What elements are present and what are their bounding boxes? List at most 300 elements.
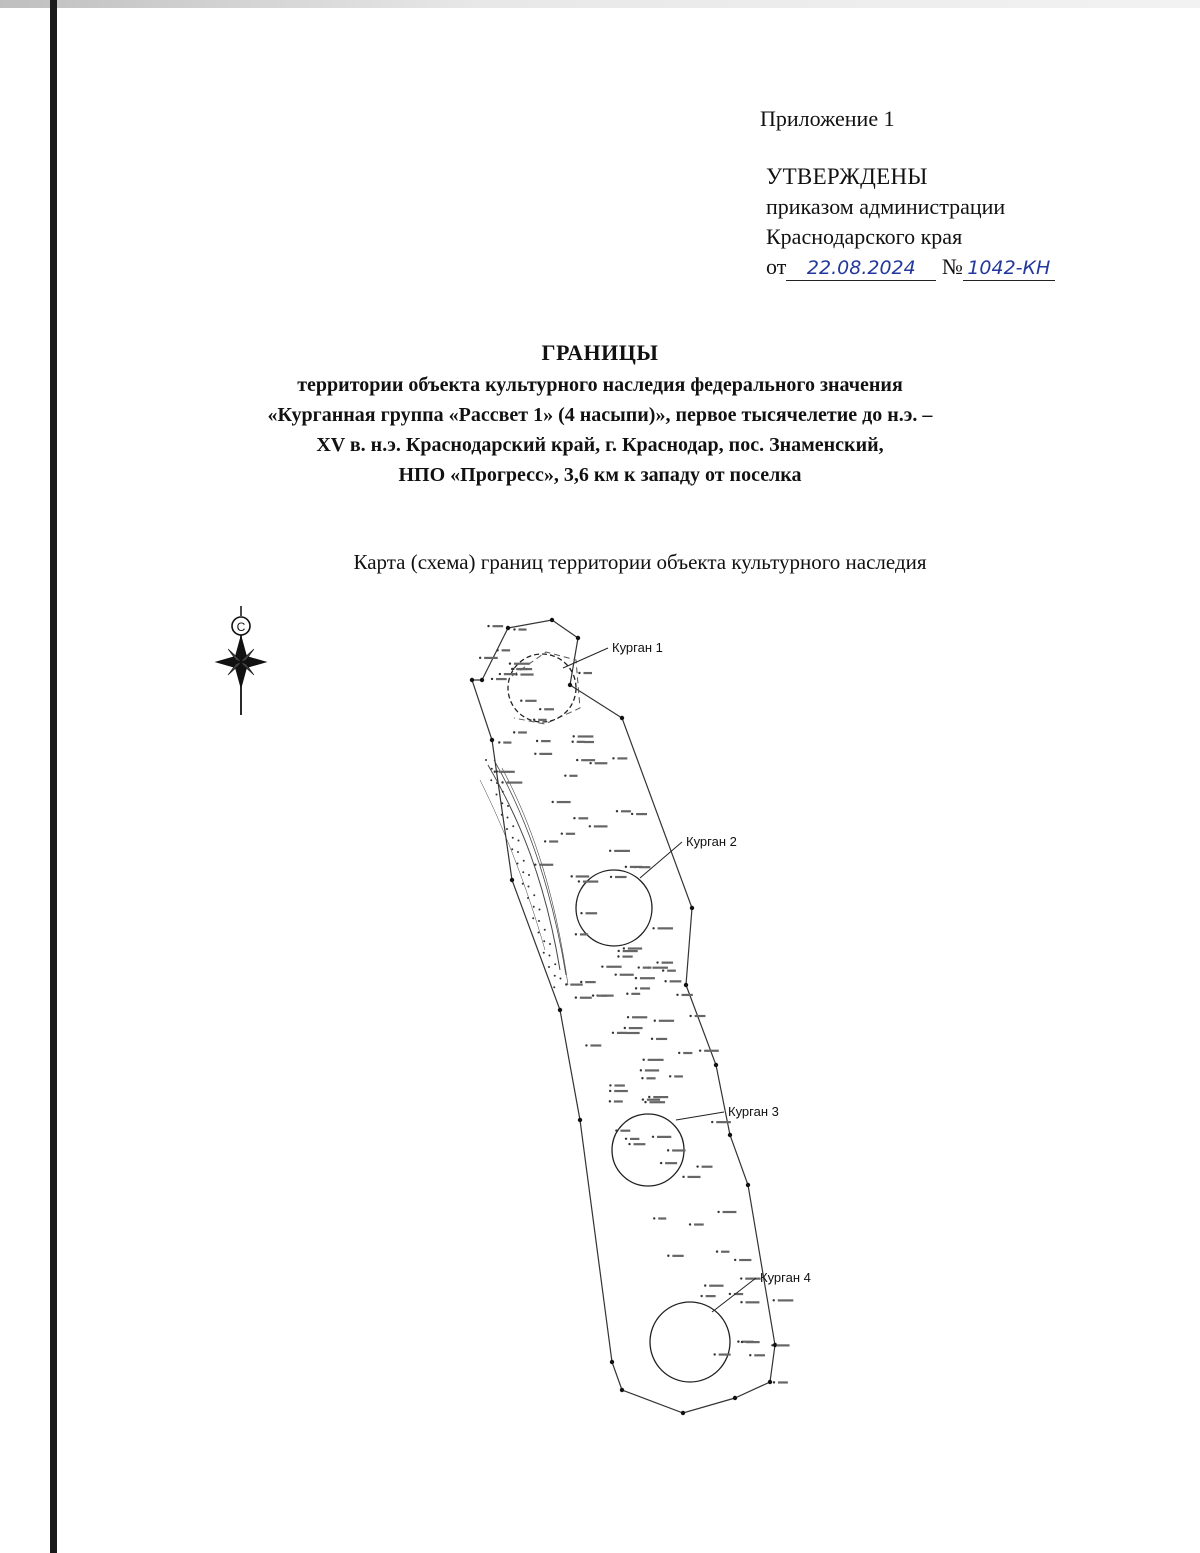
elevation-point — [628, 1143, 630, 1145]
boundary-vertex — [578, 1118, 582, 1122]
elevation-point — [565, 983, 567, 985]
elevation-point — [520, 700, 522, 702]
elevation-point — [644, 1101, 646, 1103]
road-dot — [501, 814, 503, 816]
elevation-point — [572, 735, 574, 737]
elevation-mark — [622, 955, 632, 957]
road-dot — [523, 860, 525, 862]
elevation-point — [653, 1217, 655, 1219]
elevation-point — [676, 994, 678, 996]
heading-line-3: XV в. н.э. Краснодарский край, г. Краснодар, пос. Знаменский, — [316, 434, 884, 456]
elevation-point — [576, 759, 578, 761]
road-dot — [507, 817, 509, 819]
road-dot — [532, 917, 534, 919]
elevation-point — [625, 1138, 627, 1140]
elevation-mark — [584, 741, 594, 743]
elevation-mark — [585, 981, 595, 983]
boundary-map — [0, 590, 1200, 1450]
elevation-mark — [623, 950, 638, 952]
road-line-1 — [488, 765, 560, 970]
elevation-point — [667, 1149, 669, 1151]
elevation-point — [773, 1381, 775, 1383]
road-dot — [549, 955, 551, 957]
elevation-point — [635, 977, 637, 979]
elevation-mark — [621, 810, 631, 812]
boundary-vertex — [506, 626, 510, 630]
boundary-vertex — [746, 1183, 750, 1187]
heading-line-2: «Курганная группа «Рассвет 1» (4 насыпи)», первое тысячелетие до н.э. – — [267, 404, 933, 426]
boundary-vertex — [470, 678, 474, 682]
elevation-point — [496, 649, 498, 651]
elevation-mark — [578, 735, 594, 737]
elevation-mark — [577, 741, 585, 743]
road-dot — [511, 848, 513, 850]
elevation-mark — [640, 987, 650, 989]
road-dot — [517, 851, 519, 853]
elevation-point — [534, 753, 536, 755]
elevation-mark — [630, 866, 642, 868]
elevation-point — [624, 1027, 626, 1029]
elevation-mark — [606, 966, 621, 968]
boundary-vertex — [550, 618, 554, 622]
elevation-point — [552, 801, 554, 803]
road-dot — [512, 837, 514, 839]
elevation-mark — [507, 781, 523, 783]
heading-title: ГРАНИЦЫ — [541, 340, 659, 365]
elevation-point — [740, 1277, 742, 1279]
elevation-point — [773, 1299, 775, 1301]
elevation-mark — [719, 1353, 731, 1355]
road-dot — [528, 886, 530, 888]
approved-heading: УТВЕРЖДЕНЫ — [766, 164, 928, 189]
elevation-mark — [643, 967, 652, 969]
mound-leader-4 — [712, 1278, 756, 1312]
road-dot — [512, 825, 514, 827]
elevation-mark — [646, 1077, 655, 1079]
elevation-point — [631, 813, 633, 815]
elevation-mark — [544, 708, 554, 710]
elevation-mark — [721, 1251, 729, 1253]
road-dot — [554, 963, 556, 965]
map-title: Карта (схема) границ территории объекта культурного наследия — [353, 550, 927, 574]
mound-label-1: Курган 1 — [612, 640, 663, 655]
elevation-mark — [581, 759, 595, 761]
elevation-point — [615, 973, 617, 975]
elevation-point — [689, 1015, 691, 1017]
road-dot — [517, 863, 519, 865]
elevation-mark — [538, 719, 547, 721]
elevation-point — [625, 866, 627, 868]
road-dot — [518, 840, 520, 842]
elevation-mark — [597, 995, 607, 997]
boundary-vertex — [733, 1396, 737, 1400]
road-dot — [554, 975, 556, 977]
elevation-mark — [778, 1299, 794, 1301]
elevation-mark — [653, 1096, 668, 1098]
elevation-point — [580, 981, 582, 983]
order-number-handwritten: 1042-КН — [963, 256, 1055, 281]
elevation-mark — [778, 1381, 788, 1383]
heading-line-1: территории объекта культурного наследия федерального значения — [297, 374, 903, 396]
elevation-mark — [583, 880, 598, 882]
elevation-mark — [518, 731, 527, 733]
road-dot — [528, 874, 530, 876]
road-dot — [560, 978, 562, 980]
elevation-point — [601, 965, 603, 967]
elevation-mark — [557, 801, 571, 803]
elevation-point — [580, 912, 582, 914]
elevation-point — [717, 1211, 719, 1213]
elevation-mark — [620, 974, 634, 976]
elevation-mark — [580, 997, 592, 999]
compass-rose-icon — [216, 606, 266, 715]
boundary-vertex — [768, 1380, 772, 1384]
elevation-point — [669, 1075, 671, 1077]
elevation-point — [616, 810, 618, 812]
elevation-mark — [645, 1069, 659, 1071]
elevation-mark — [667, 970, 676, 972]
elevation-mark — [493, 625, 504, 627]
elevation-mark — [499, 771, 515, 773]
road-dot — [539, 909, 541, 911]
elevation-mark — [665, 1162, 677, 1164]
road-dot — [485, 759, 487, 761]
elevation-point — [641, 1077, 643, 1079]
elevation-point — [511, 668, 513, 670]
elevation-mark — [648, 1059, 664, 1061]
elevation-mark — [516, 668, 532, 670]
elevation-mark — [659, 1020, 674, 1022]
mound-label-4: Курган 4 — [760, 1270, 811, 1285]
compass-north-letter: С — [236, 620, 246, 634]
elevation-point — [654, 1019, 656, 1021]
elevation-point — [749, 1354, 751, 1356]
elevation-mark — [614, 850, 630, 852]
elevation-mark — [629, 1027, 643, 1029]
elevation-mark — [503, 741, 511, 743]
elevation-point — [534, 863, 536, 865]
mound-leader-2 — [640, 842, 682, 878]
elevation-point — [585, 1044, 587, 1046]
road-dot — [533, 894, 535, 896]
boundary-vertex — [728, 1133, 732, 1137]
heading-line-4: НПО «Прогресс», 3,6 км к западу от поселка — [398, 464, 802, 486]
mound-circle-4 — [650, 1302, 730, 1382]
elevation-mark — [709, 1285, 723, 1287]
scan-edge-top — [0, 0, 1200, 8]
elevation-mark — [614, 1090, 628, 1092]
elevation-mark — [694, 1223, 704, 1225]
elevation-mark — [583, 672, 592, 674]
elevation-point — [501, 781, 503, 783]
elevation-point — [487, 625, 489, 627]
elevation-mark — [617, 757, 627, 759]
elevation-mark — [620, 1130, 630, 1132]
elevation-point — [479, 657, 481, 659]
approval-block — [766, 162, 1055, 282]
elevation-point — [615, 1129, 617, 1131]
elevation-point — [544, 840, 546, 842]
elevation-mark — [754, 1354, 765, 1356]
elevation-point — [612, 1032, 614, 1034]
elevation-point — [689, 1223, 691, 1225]
elevation-point — [635, 987, 637, 989]
elevation-point — [729, 1293, 731, 1295]
elevation-mark — [580, 933, 588, 935]
road-dot — [549, 943, 551, 945]
elevation-mark — [683, 1052, 692, 1054]
boundary-vertex — [480, 678, 484, 682]
elevation-point — [696, 1165, 698, 1167]
elevation-point — [662, 969, 664, 971]
road-dot — [533, 906, 535, 908]
boundary-vertex — [620, 1388, 624, 1392]
elevation-mark — [634, 1143, 646, 1145]
elevation-mark — [502, 649, 511, 651]
road-dot — [522, 871, 524, 873]
elevation-point — [609, 1100, 611, 1102]
elevation-mark — [657, 1136, 671, 1138]
elevation-point — [664, 980, 666, 982]
road-dot — [538, 932, 540, 934]
boundary-vertex — [558, 1008, 562, 1012]
elevation-point — [740, 1301, 742, 1303]
road-dot — [538, 920, 540, 922]
order-date-handwritten: 22.08.2024 — [786, 256, 936, 281]
elevation-point — [682, 1176, 684, 1178]
document-heading — [180, 340, 1020, 490]
elevation-point — [642, 1098, 644, 1100]
elevation-mark — [614, 1084, 624, 1086]
elevation-point — [656, 961, 658, 963]
boundary-vertex — [610, 1360, 614, 1364]
elevation-point — [741, 1341, 743, 1343]
road-dot — [553, 986, 555, 988]
elevation-point — [618, 950, 620, 952]
elevation-point — [678, 1052, 680, 1054]
elevation-point — [533, 719, 535, 721]
elevation-mark — [746, 1301, 760, 1303]
mound-leader-3 — [676, 1112, 724, 1120]
order-line — [766, 252, 1055, 282]
elevation-point — [638, 966, 640, 968]
elevation-mark — [570, 984, 582, 986]
road-dot — [507, 805, 509, 807]
elevation-point — [570, 875, 572, 877]
order-prefix: от — [766, 254, 787, 279]
elevation-mark — [496, 678, 507, 680]
elevation-point — [578, 880, 580, 882]
elevation-mark — [640, 977, 655, 979]
elevation-point — [592, 994, 594, 996]
road-dot — [497, 771, 499, 773]
elevation-mark — [525, 700, 536, 702]
elevation-point — [652, 927, 654, 929]
boundary-vertex — [490, 738, 494, 742]
elevation-mark — [628, 947, 642, 949]
elevation-point — [575, 933, 577, 935]
elevation-point — [589, 762, 591, 764]
road-dot — [522, 883, 524, 885]
elevation-mark — [723, 1211, 737, 1213]
elevation-mark — [625, 1032, 639, 1034]
map-survey-points — [470, 618, 794, 1415]
road-dot — [501, 802, 503, 804]
elevation-mark — [578, 817, 588, 819]
elevation-mark — [520, 673, 533, 675]
elevation-mark — [504, 673, 516, 675]
road-dot — [548, 966, 550, 968]
elevation-mark — [549, 840, 558, 842]
elevation-mark — [776, 1344, 789, 1346]
elevation-mark — [541, 740, 551, 742]
elevation-mark — [615, 876, 627, 878]
elevation-point — [610, 876, 612, 878]
elevation-point — [513, 731, 515, 733]
elevation-point — [737, 1340, 739, 1342]
elevation-mark — [614, 1100, 623, 1102]
elevation-point — [509, 662, 511, 664]
elevation-point — [623, 947, 625, 949]
elevation-mark — [745, 1278, 760, 1280]
elevation-point — [642, 1059, 644, 1061]
elevation-mark — [649, 1101, 665, 1103]
elevation-mark — [674, 1075, 683, 1077]
mound-label-2: Курган 2 — [686, 834, 737, 849]
elevation-mark — [518, 628, 526, 630]
appendix-label: Приложение 1 — [760, 106, 895, 131]
elevation-point — [640, 1069, 642, 1071]
road-dot — [543, 952, 545, 954]
elevation-mark — [672, 1255, 683, 1257]
elevation-point — [627, 1016, 629, 1018]
elevation-mark — [662, 962, 674, 964]
elevation-point — [660, 1162, 662, 1164]
approval-line-1: приказом администрации — [766, 194, 1006, 219]
boundary-vertex — [684, 983, 688, 987]
elevation-mark — [566, 833, 575, 835]
elevation-mark — [658, 1217, 666, 1219]
elevation-mark — [632, 1016, 647, 1018]
elevation-mark — [594, 825, 608, 827]
elevation-mark — [702, 1166, 713, 1168]
elevation-point — [573, 817, 575, 819]
elevation-point — [617, 955, 619, 957]
mound-leader-1 — [563, 648, 608, 668]
elevation-point — [609, 1084, 611, 1086]
elevation-point — [626, 993, 628, 995]
elevation-point — [575, 996, 577, 998]
road-dot — [502, 791, 504, 793]
elevation-point — [494, 771, 496, 773]
elevation-point — [564, 774, 566, 776]
elevation-mark — [539, 753, 552, 755]
elevation-mark — [704, 1050, 719, 1052]
elevation-mark — [631, 993, 640, 995]
elevation-mark — [617, 1032, 627, 1034]
elevation-mark — [636, 813, 647, 815]
elevation-point — [771, 1344, 773, 1346]
elevation-point — [711, 1121, 713, 1123]
mound-label-3: Курган 3 — [728, 1104, 779, 1119]
road-dot — [544, 929, 546, 931]
elevation-point — [648, 1096, 650, 1098]
approval-line-2: Краснодарского края — [766, 224, 963, 249]
road-dot — [496, 794, 498, 796]
elevation-mark — [586, 912, 598, 914]
boundary-vertex — [681, 1411, 685, 1415]
elevation-point — [498, 741, 500, 743]
boundary-vertex — [690, 906, 694, 910]
elevation-mark — [656, 1038, 667, 1040]
elevation-point — [699, 1049, 701, 1051]
elevation-mark — [672, 1149, 685, 1151]
elevation-point — [513, 628, 515, 630]
elevation-mark — [484, 657, 498, 659]
boundary-vertex — [568, 683, 572, 687]
elevation-mark — [652, 967, 667, 969]
road-dot — [490, 779, 492, 781]
elevation-mark — [630, 1138, 639, 1140]
elevation-point — [589, 825, 591, 827]
elevation-mark — [539, 864, 553, 866]
elevation-mark — [590, 1044, 601, 1046]
elevation-point — [609, 1090, 611, 1092]
boundary-vertex — [510, 878, 514, 882]
road-dot — [506, 828, 508, 830]
elevation-point — [499, 673, 501, 675]
boundary-vertex — [620, 716, 624, 720]
elevation-point — [578, 672, 580, 674]
elevation-point — [536, 740, 538, 742]
elevation-mark — [746, 1341, 760, 1343]
elevation-point — [716, 1250, 718, 1252]
elevation-point — [700, 1295, 702, 1297]
elevation-point — [652, 1136, 654, 1138]
road-dot — [491, 768, 493, 770]
elevation-mark — [681, 994, 692, 996]
road-dot — [543, 940, 545, 942]
elevation-mark — [647, 1099, 660, 1101]
elevation-point — [651, 1038, 653, 1040]
elevation-point — [609, 850, 611, 852]
elevation-point — [704, 1284, 706, 1286]
elevation-mark — [739, 1259, 751, 1261]
elevation-mark — [595, 762, 608, 764]
elevation-mark — [576, 875, 590, 877]
elevation-mark — [716, 1121, 731, 1123]
elevation-point — [491, 678, 493, 680]
elevation-mark — [670, 980, 682, 982]
road-dot — [527, 897, 529, 899]
elevation-point — [561, 832, 563, 834]
elevation-point — [734, 1259, 736, 1261]
boundary-vertex — [576, 636, 580, 640]
elevation-mark — [695, 1015, 706, 1017]
elevation-point — [612, 757, 614, 759]
elevation-point — [571, 741, 573, 743]
order-number-label: № — [941, 254, 963, 279]
elevation-mark — [569, 775, 577, 777]
road-dot — [496, 782, 498, 784]
boundary-vertex — [714, 1063, 718, 1067]
elevation-point — [539, 708, 541, 710]
elevation-mark — [706, 1295, 716, 1297]
elevation-mark — [514, 663, 530, 665]
elevation-mark — [658, 927, 673, 929]
elevation-point — [713, 1353, 715, 1355]
elevation-point — [667, 1255, 669, 1257]
